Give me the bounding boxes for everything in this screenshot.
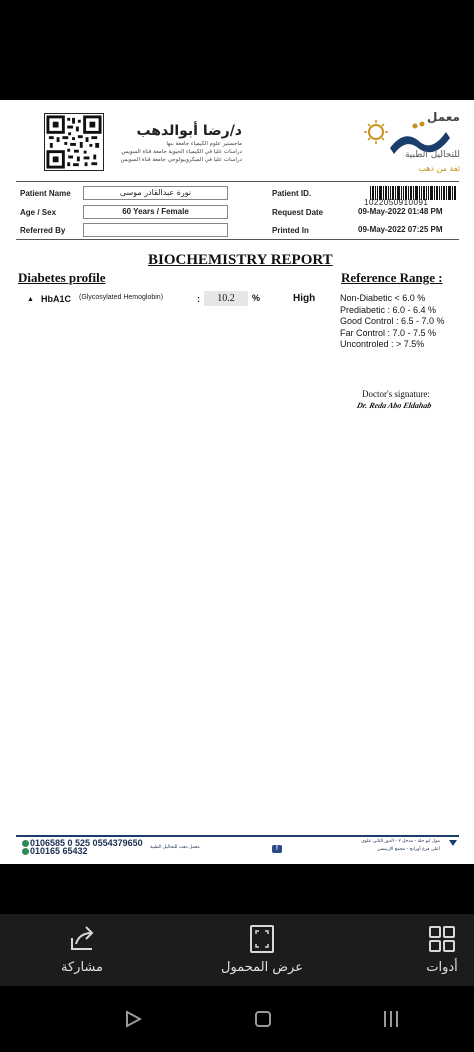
test-description: (Glycosylated Hemoglobin) xyxy=(79,294,164,301)
footer-address xyxy=(290,838,440,854)
tools-label: أدوات xyxy=(426,960,458,975)
patient-divider xyxy=(16,239,459,240)
share-icon xyxy=(67,924,97,954)
home-button[interactable] xyxy=(243,1004,283,1034)
doctor-signature: Dr. Reda Abo Eldahab xyxy=(356,401,433,410)
whatsapp-icon xyxy=(22,840,29,847)
test-result: 10.2 xyxy=(204,291,248,306)
location-pin-icon xyxy=(448,839,458,847)
lab-title: معمل xyxy=(427,110,460,124)
test-flag: High xyxy=(293,293,316,304)
phone-line: 010165 65432 xyxy=(30,846,88,857)
doctor-credential: دراسات عليا في الميكروبيولوجي جامعة قناة السويس xyxy=(120,157,242,163)
address-line: مول ابو حلة - مدخل ٢ - الدور الثاني علوي xyxy=(361,839,440,844)
doctor-header xyxy=(112,122,242,164)
test-unit: % xyxy=(252,293,261,303)
footer-facebook-text: معمل دهب للتحاليل الطبية xyxy=(150,845,200,850)
home-square-icon xyxy=(254,1010,272,1028)
patient-id-value: 1022050910091 xyxy=(364,198,429,207)
facebook-icon: f xyxy=(272,845,282,853)
reference-range-item: Prediabetic : 6.0 - 6.4 % xyxy=(340,304,437,315)
address-line: أعلى فرع أورانج - مجمع الإرتيسي xyxy=(377,847,440,852)
lab-slogan: ثقة من دهب xyxy=(418,164,460,173)
referred-by-field xyxy=(83,223,228,237)
share-label: مشاركة xyxy=(61,960,103,975)
back-triangle-icon xyxy=(124,1010,142,1028)
test-name: HbA1C xyxy=(41,294,72,304)
printed-in-label: Printed In xyxy=(272,226,309,235)
signature-label: Doctor's signature: xyxy=(362,389,430,399)
high-flag-arrow-icon: ▲ xyxy=(27,296,34,303)
test-colon: : xyxy=(197,294,200,304)
reference-range-list xyxy=(340,293,445,351)
footer-phones xyxy=(22,839,143,855)
back-button[interactable] xyxy=(113,1004,153,1034)
system-nav-bar xyxy=(0,986,474,1052)
grid-icon xyxy=(427,924,457,954)
reference-range-item: Good Control : 6.5 - 7.0 % xyxy=(340,316,445,327)
request-date-value: 09-May-2022 01:48 PM xyxy=(358,207,443,216)
fullscreen-icon xyxy=(249,924,275,954)
reference-range-item: Non-Diabetic < 6.0 % xyxy=(340,293,426,303)
reference-range-item: Uncontroled : > 7.5% xyxy=(340,339,425,350)
phone-line: 0106585 0 525 0554379650 xyxy=(30,838,143,848)
age-sex-label: Age / Sex xyxy=(20,208,57,217)
doctor-name: د/رضا أبوالدهب xyxy=(136,123,242,139)
whatsapp-icon xyxy=(22,848,29,855)
recents-lines-icon xyxy=(382,1009,400,1029)
doctor-credential: ماجستير علوم الكيمياء جامعة بنها xyxy=(166,141,242,147)
request-date-label: Request Date xyxy=(272,208,324,217)
tools-button[interactable] xyxy=(382,914,474,986)
status-bar xyxy=(0,0,474,100)
share-button[interactable] xyxy=(22,914,142,986)
mobile-view-label: عرض المحمول xyxy=(221,960,303,975)
age-sex-field: 60 Years / Female xyxy=(83,205,228,219)
reference-range-title: Reference Range : xyxy=(341,270,443,285)
doctor-credential: دراسات عليا في الكيمياء الحيوية جامعة قناة السويس xyxy=(121,149,242,155)
viewer-background xyxy=(0,864,474,914)
printed-in-value: 09-May-2022 07:25 PM xyxy=(358,225,443,234)
patient-name-label: Patient Name xyxy=(20,189,71,198)
patient-id-label: Patient ID. xyxy=(272,189,312,198)
mobile-view-button[interactable] xyxy=(202,914,322,986)
patient-name-field: نورة عبدالقادر موسى xyxy=(83,186,228,200)
header-divider xyxy=(16,181,459,182)
qr-code xyxy=(44,113,104,171)
bottom-toolbar xyxy=(0,914,474,986)
document-page xyxy=(0,100,474,864)
referred-by-label: Referred By xyxy=(20,226,66,235)
reference-range-item: Far Control : 7.0 - 7.5 % xyxy=(340,327,437,338)
recents-button[interactable] xyxy=(371,1004,411,1034)
section-title: Diabetes profile xyxy=(18,270,106,285)
report-title: BIOCHEMISTRY REPORT xyxy=(148,252,333,268)
lab-subtitle: للتحاليل الطبية xyxy=(404,150,460,160)
